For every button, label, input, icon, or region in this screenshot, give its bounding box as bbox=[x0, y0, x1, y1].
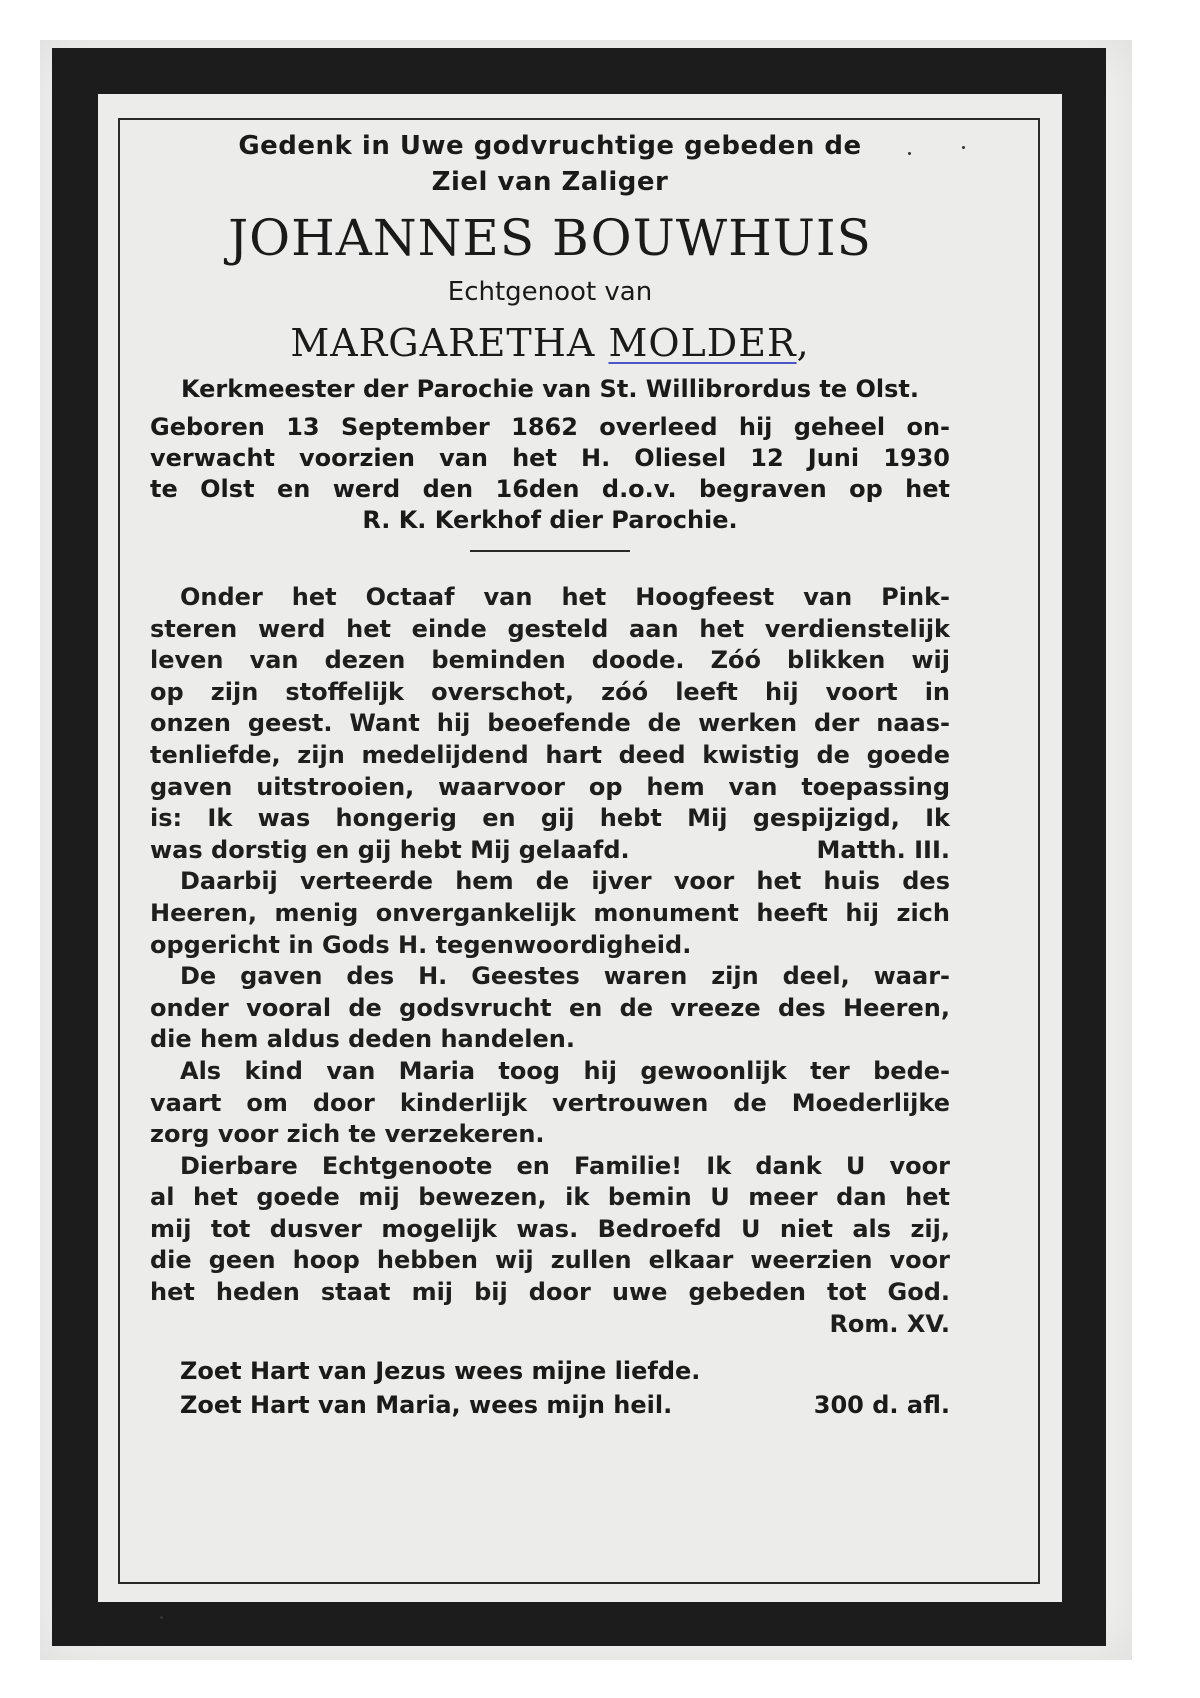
parish-role: Kerkmeester der Parochie van St. Willibrordus te Olst. bbox=[180, 375, 920, 403]
body-line: Als kind van Maria toog hij gewoonlijk ter bede- bbox=[180, 1056, 950, 1085]
intro-line-1: Gedenk in Uwe godvruchtige gebeden de bbox=[238, 131, 862, 161]
prayer-line-2: Zoet Hart van Maria, wees mijn heil. bbox=[180, 1391, 673, 1420]
deceased-name: JOHANNES BOUWHUIS bbox=[228, 209, 872, 267]
body-line: die geen hoop hebben wij zullen elkaar weerzien voor bbox=[150, 1246, 950, 1275]
body-line: steren werd het einde gesteld aan het verdienstelijk bbox=[150, 614, 950, 643]
body-line: die hem aldus deden handelen. bbox=[150, 1025, 575, 1054]
header bbox=[150, 128, 950, 406]
biography-line: verwacht voorzien van het H. Oliesel 12 Juni 1930 bbox=[150, 444, 950, 472]
closing-prayers bbox=[150, 1354, 950, 1422]
prayer-row bbox=[150, 1388, 950, 1422]
body-line: Heeren, menig onvergankelijk monument heeft hij zich bbox=[150, 898, 950, 927]
memorial-text bbox=[150, 582, 950, 1340]
body-line: opgericht in Gods H. tegenwoordigheid. bbox=[150, 930, 692, 959]
print-speck bbox=[962, 146, 965, 149]
body-line: al het goede mij bewezen, ik bemin U meer dan het bbox=[150, 1183, 950, 1212]
scripture-reference: Matth. III. bbox=[816, 835, 950, 864]
body-line: op zijn stoffelijk overschot, zóó leeft hij voort in bbox=[150, 677, 950, 706]
biography-line: te Olst en werd den 16den d.o.v. begraven op het bbox=[150, 475, 950, 503]
spouse-surname: MOLDER bbox=[608, 321, 797, 365]
body-line: Dierbare Echtgenoote en Familie! Ik dank U voor bbox=[180, 1151, 950, 1180]
body-line: onder vooral de godsvrucht en de vreeze des Heeren, bbox=[150, 993, 950, 1022]
spouse-first-name: MARGARETHA bbox=[290, 321, 596, 365]
spouse-name bbox=[150, 316, 950, 370]
indulgence-note: 300 d. afl. bbox=[813, 1391, 950, 1420]
body-line: gaven uitstrooien, waarvoor op hem van toepassing bbox=[150, 772, 950, 801]
body-line: was dorstig en gij hebt Mij gelaafd. bbox=[150, 835, 630, 864]
body-line: vaart om door kinderlijk vertrouwen de Moederlijke bbox=[150, 1088, 950, 1117]
section-divider bbox=[470, 550, 630, 552]
body-line-with-reference bbox=[150, 835, 950, 867]
body-line: leven van dezen beminden doode. Zóó blikken wij bbox=[150, 646, 950, 675]
intro-line-2: Ziel van Zaliger bbox=[431, 167, 669, 197]
biography-line: R. K. Kerkhof dier Parochie. bbox=[362, 506, 738, 534]
body-line: mij tot dusver mogelijk was. Bedroefd U niet als zij, bbox=[150, 1214, 950, 1243]
body-line: Daarbij verteerde hem de ijver voor het huis des bbox=[180, 867, 950, 896]
body-line: het heden staat mij bij door uwe gebeden tot God. bbox=[150, 1278, 950, 1307]
body-line: is: Ik was hongerig en gij hebt Mij gespijzigd, Ik bbox=[150, 804, 950, 833]
body-line: Onder het Octaaf van het Hoogfeest van Pink- bbox=[180, 583, 950, 611]
biography bbox=[150, 412, 950, 536]
spouse-comma: , bbox=[796, 321, 810, 365]
prayer-line-1: Zoet Hart van Jezus wees mijne liefde. bbox=[180, 1357, 701, 1386]
body-line: onzen geest. Want hij beoefende de werken der naas- bbox=[150, 709, 950, 738]
card-text bbox=[150, 128, 950, 1422]
biography-line: Geboren 13 September 1862 overleed hij geheel on- bbox=[150, 413, 950, 441]
body-line: tenliefde, zijn medelijdend hart deed kwistig de goede bbox=[150, 740, 950, 769]
spouse-label: Echtgenoot van bbox=[447, 277, 653, 307]
print-speck bbox=[160, 1616, 163, 1619]
body-line: De gaven des H. Geestes waren zijn deel, waar- bbox=[180, 962, 950, 991]
body-line: zorg voor zich te verzekeren. bbox=[150, 1120, 545, 1149]
scripture-reference: Rom. XV. bbox=[829, 1309, 950, 1338]
